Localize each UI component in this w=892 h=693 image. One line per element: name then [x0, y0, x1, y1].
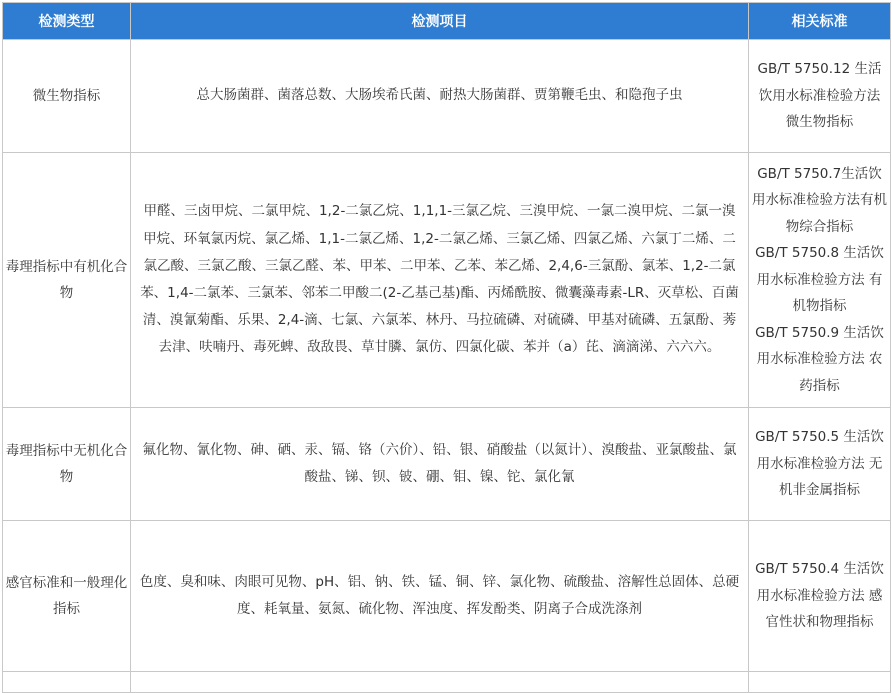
- empty-cell: [131, 672, 749, 693]
- items-cell: 总大肠菌群、菌落总数、大肠埃希氏菌、耐热大肠菌群、贾第鞭毛虫、和隐孢子虫: [131, 40, 749, 153]
- type-cell: 毒理指标中无机化合物: [3, 408, 131, 521]
- standards-cell: [749, 40, 891, 153]
- standards-cell: [749, 153, 891, 408]
- standard-ref: GB/T 5750.4 生活饮用水标准检验方法 感官性状和物理指标: [755, 561, 884, 631]
- items-cell: 氟化物、氰化物、砷、硒、汞、镉、铬（六价）、铅、银、硝酸盐（以氮计）、溴酸盐、亚氯酸盐、氯酸盐、锑、钡、铍、硼、钼、镍、铊、氯化氰: [131, 408, 749, 521]
- table-row: [3, 408, 891, 521]
- table-row: [3, 521, 891, 672]
- standard-ref: GB/T 5750.8 生活饮用水标准检验方法 有机物指标: [755, 245, 884, 315]
- table-row: [3, 153, 891, 408]
- header-standards: 相关标准: [749, 3, 891, 40]
- header-type: 检测类型: [3, 3, 131, 40]
- standard-ref: GB/T 5750.7生活饮用水标准检验方法有机物综合指标: [752, 165, 887, 235]
- type-cell: 毒理指标中有机化合物: [3, 153, 131, 408]
- type-cell: 微生物指标: [3, 40, 131, 153]
- standard-ref: GB/T 5750.9 生活饮用水标准检验方法 农药指标: [755, 324, 884, 394]
- standards-table: [2, 2, 891, 693]
- header-row: [3, 3, 891, 40]
- items-cell: 甲醛、三卤甲烷、二氯甲烷、1,2-二氯乙烷、1,1,1-三氯乙烷、三溴甲烷、一氯二溴甲烷、二氯一溴甲烷、环氧氯丙烷、氯乙烯、1,1-二氯乙烯、1,2-二氯乙烯、三氯乙烯、四氯乙烯、六氯丁二烯、二氯乙酸、三氯乙酸、三氯乙醛、苯、甲苯、二甲苯、乙苯、苯乙烯、2,4,6-三氯酚、氯苯、1,2-二氯苯、1,4-二氯苯、三氯苯、邻苯二甲酸二(2-乙基己基)酯、丙烯酰胺、微囊藻毒素-LR、灭草松、百菌清、溴氰菊酯、乐果、2,4-滴、七氯、六氯苯、林丹、马拉硫磷、对硫磷、甲基对硫磷、五氯酚、莠去津、呋喃丹、毒死蜱、敌敌畏、草甘膦、氯仿、四氯化碳、苯并（a）芘、滴滴涕、六六六。: [131, 153, 749, 408]
- items-cell: 色度、臭和味、肉眼可见物、pH、铝、钠、铁、锰、铜、锌、氯化物、硫酸盐、溶解性总固体、总硬度、耗氧量、氨氮、硫化物、浑浊度、挥发酚类、阴离子合成洗涤剂: [131, 521, 749, 672]
- table-row: [3, 40, 891, 153]
- type-cell: 感官标准和一般理化指标: [3, 521, 131, 672]
- standards-cell: [749, 521, 891, 672]
- header-items: 检测项目: [131, 3, 749, 40]
- empty-cell: [749, 672, 891, 693]
- empty-cell: [3, 672, 131, 693]
- standards-cell: [749, 408, 891, 521]
- standard-ref: GB/T 5750.5 生活饮用水标准检验方法 无机非金属指标: [755, 429, 884, 499]
- standard-ref: GB/T 5750.12 生活饮用水标准检验方法 微生物指标: [757, 61, 882, 131]
- table-row-empty: [3, 672, 891, 693]
